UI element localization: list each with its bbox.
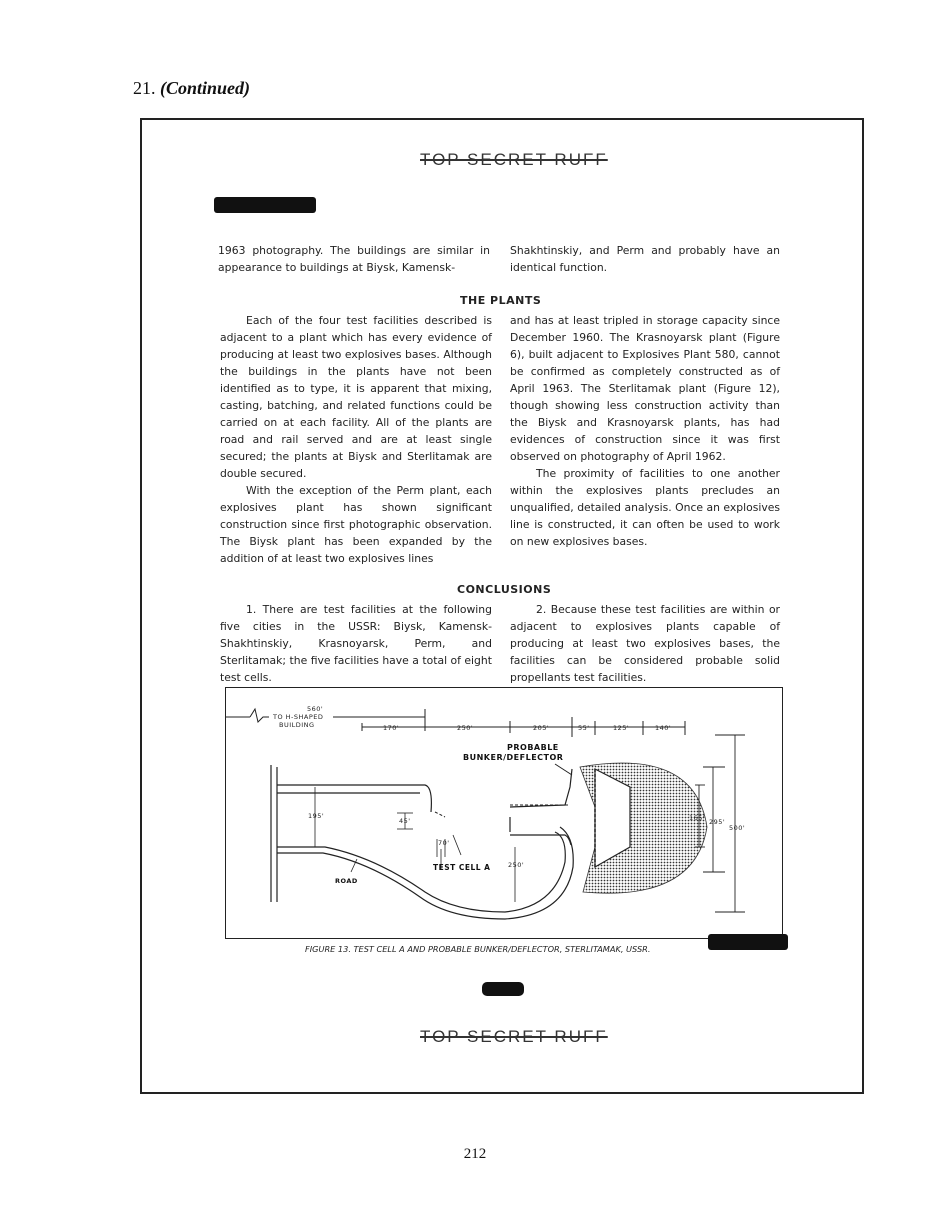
plants-left-column: Each of the four test facilities described is adjacent to a plant which has every evidence of producing at least two explosives bases. Although the buildings in the plants have not been identified as to type, it is apparent that mixing, casting, batching, and related functions could be carried on at each facility. All of the plants are road and rail served and are at least single secured; the plants at Biysk and Sterlitamak are double secured. With the exception of the Perm plant, each explosives plant has shown significant construction since first photographic observation. The Biysk plant has been expanded by the addition of at least two explosives lines: [220, 314, 492, 565]
redaction-block-top: [214, 197, 316, 213]
redaction-block-center: [482, 982, 524, 996]
dim-195: 195': [308, 812, 325, 820]
dim-250b: 250': [508, 861, 525, 869]
dim-205: 205': [533, 724, 550, 732]
dim-170: 170': [383, 724, 400, 732]
dim-70: 70': [438, 839, 450, 847]
dim-250: 250': [457, 724, 474, 732]
dim-560: 560': [307, 705, 324, 713]
label-probable: PROBABLE: [507, 743, 559, 752]
figure-diagram: [225, 687, 783, 939]
label-road: ROAD: [335, 877, 358, 885]
intro-left: 1963 photography. The buildings are similar in appearance to buildings at Biysk, Kamensk-: [218, 244, 490, 274]
page-number: 212: [463, 1146, 487, 1162]
redaction-block-caption: [708, 934, 788, 950]
conclusions-left: 1. There are test facilities at the following five cities in the USSR: Biysk, Kamensk-Shakhtinskiy, Krasnoyarsk, Perm, and Sterlitamak; the five facilities have a total of eight test cells.: [220, 603, 492, 684]
label-to-h-shaped: TO H-SHAPED: [273, 713, 324, 721]
dim-55: 55': [578, 724, 590, 732]
section-number: 21.: [133, 78, 156, 98]
classification-top: TOP SECRET RUFF: [420, 150, 608, 169]
plants-heading: THE PLANTS: [460, 294, 542, 307]
label-test-cell-a: TEST CELL A: [433, 863, 491, 872]
dim-125: 125': [613, 724, 630, 732]
intro-right: Shakhtinskiy, and Perm and probably have an identical function.: [510, 244, 780, 274]
label-bunker-deflector: BUNKER/DEFLECTOR: [463, 753, 564, 762]
dim-45: 45': [399, 817, 411, 825]
label-building: BUILDING: [279, 721, 315, 729]
section-header: [133, 78, 250, 99]
figure-caption: FIGURE 13. TEST CELL A AND PROBABLE BUNKER/DEFLECTOR, STERLITAMAK, USSR.: [305, 944, 651, 954]
dim-500: 500': [729, 824, 746, 832]
classification-bottom: TOP SECRET RUFF: [420, 1027, 608, 1046]
conclusions-heading: CONCLUSIONS: [457, 583, 552, 596]
dim-295: 295': [709, 818, 726, 826]
conclusions-right: 2. Because these test facilities are within or adjacent to explosives plants capable of producing at least two explosives bases, the facilities can be considered probable solid propellants test facilities.: [510, 603, 780, 684]
plants-right-column: and has at least tripled in storage capacity since December 1960. The Krasnoyarsk plant (Figure 6), built adjacent to Explosives Plant 580, cannot be confirmed as completely constructed as of April 1963. The Sterlitamak plant (Figure 12), though showing less construction activity than the Biysk and Krasnoyarsk plants, has had evidences of construction since it was first observed on photography of April 1962. The proximity of facilities to one another within the explosives plants precludes an unqualified, detailed analysis. Once an explosives line is constructed, it can often be used to work on new explosives bases.: [510, 314, 780, 548]
dim-140: 140': [655, 724, 672, 732]
dim-165: 165': [689, 814, 706, 822]
continued-label: (Continued): [160, 78, 251, 98]
